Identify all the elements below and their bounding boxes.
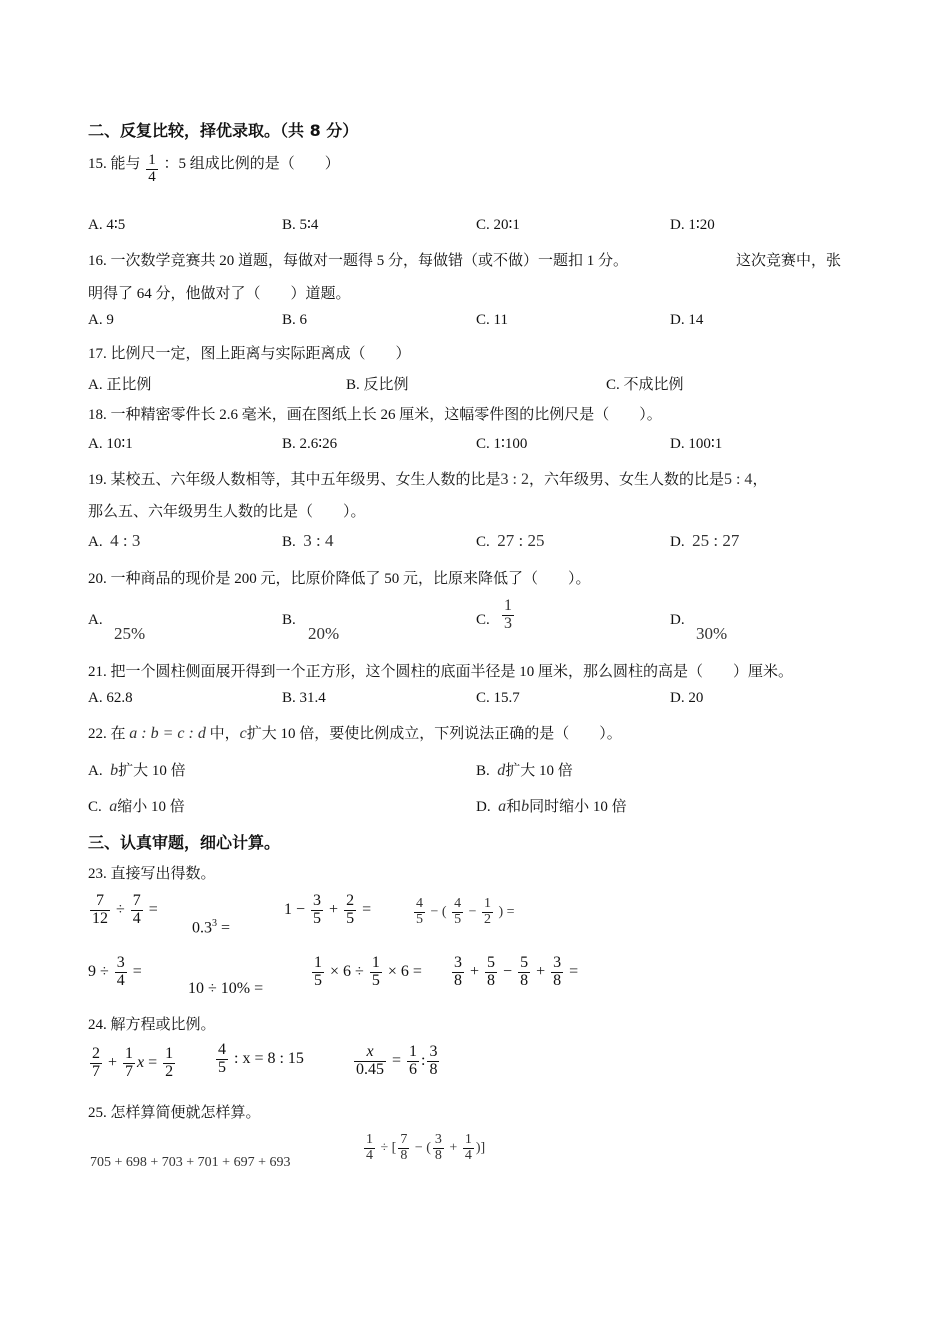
q24-e1-d3: 2 [165,1062,174,1080]
q25-expr-1: 705 + 698 + 703 + 701 + 697 + 693 [90,1155,291,1170]
q25-e2-frac4 [463,1133,474,1163]
q15-option-c[interactable]: C. 20∶1 [476,217,520,233]
q23-e3-d1: 5 [313,909,322,927]
q21-option-b[interactable]: B. 31.4 [282,690,326,706]
q23-expr-1 [88,893,158,928]
q25-e2-frac1 [364,1133,375,1163]
q23-e5-d1: 4 [116,971,125,989]
q23-e8-frac4 [551,955,563,990]
q19-option-d[interactable] [670,531,739,551]
q24-expr-1 [88,1046,177,1081]
q21-option-d[interactable]: D. 20 [670,690,704,706]
q23-e4-op1: − ( [430,904,447,920]
q16-line2: 明得了 64 分，他做对了（ ）道题。 [88,286,351,302]
q22-d-and: 和 [506,799,522,815]
q25-e2-op1: ÷ [ [380,1140,397,1156]
q23-e1-frac1 [90,893,110,928]
q20-option-d-label[interactable]: D. [670,612,685,628]
q24-e3-frac3 [427,1044,439,1079]
q22-b-text: 扩大 10 倍 [505,763,573,779]
q23-e7-frac1 [312,955,324,990]
q23-e4-n1: 4 [416,896,423,911]
q17-option-a[interactable]: A. 正比例 [88,377,152,393]
q25-e2-n1: 1 [366,1132,373,1147]
q20-option-d-value: 30% [696,624,728,643]
q22-d-text: 同时缩小 10 倍 [529,799,627,815]
q24-e1-frac3 [163,1046,175,1081]
q23-e2-base: 0.3 [192,919,212,937]
q24-e2-frac1 [216,1042,228,1077]
q23-expr-2 [192,918,230,937]
q24-expr-3 [352,1044,441,1079]
q24-e3-colon: : [421,1051,426,1069]
q23-e1-n1: 7 [96,892,104,909]
q24-e3-d3: 8 [429,1060,438,1078]
q20-c-den: 3 [504,614,512,632]
q18-option-a[interactable]: A. 10∶1 [88,436,133,452]
q24-e3-frac1 [354,1044,386,1079]
q23-e8-n2: 5 [487,954,496,971]
q24-e1-op: + [108,1053,118,1071]
q19-option-b[interactable] [282,531,334,551]
q23-e8-d2: 8 [487,971,496,989]
section-three-heading: 三、认真审题，细心计算。 [88,833,281,852]
q15-post: ：5 组成比例的是（ ） [163,156,340,172]
q23-e4-d3: 2 [483,911,491,927]
q22-option-c[interactable] [88,795,185,816]
q20-c-fraction [502,598,514,633]
q22-c-label: C. [88,799,102,815]
q17-option-b[interactable]: B. 反比例 [346,377,409,393]
q23-e7-frac2 [370,955,382,990]
q23-e4-n2: 4 [454,896,462,911]
q20-option-c-label[interactable]: C. [476,612,490,628]
q23-e8-op2: − [503,962,513,980]
q23-e1-d2: 4 [132,909,141,927]
q25-e2-op3: + [449,1140,458,1156]
q24-e3-eq: = [392,1051,402,1069]
q24-e3-n3: 3 [429,1043,438,1060]
q23-e1-eq: = [148,900,158,918]
q19-line1c: ， [752,472,768,488]
q22-option-b[interactable] [476,759,573,780]
q19-b-label: B. [282,534,296,550]
q25-e2-end: )] [475,1140,486,1156]
q15-pre: 能与 [110,156,141,172]
q24-e3-n1: x [366,1043,374,1060]
q23-e3-n1: 3 [313,892,322,909]
q23-e4-frac3 [482,897,493,927]
q19-a-value: 4 : 3 [110,531,141,550]
q23-expr-7 [310,955,422,990]
q16-line1: 16. 一次数学竞赛共 20 道题，每做对一题得 5 分，每做错（或不做）一题扣 1 分。 [88,253,629,269]
q23-e8-d4: 8 [553,971,562,989]
q23-e2-eq: = [221,919,231,937]
q19-ratio1: 3 : 2 [500,471,529,488]
q19-a-label: A. [88,534,103,550]
q23-e4-op2: − [468,904,477,920]
q23-e4-d1: 5 [416,911,423,927]
q18-option-c[interactable]: C. 1∶100 [476,436,528,452]
q24-e1-d2: 7 [125,1062,134,1080]
q17-text: 17. 比例尺一定，图上距离与实际距离成（ ） [88,346,411,362]
q24-e1-n2: 1 [125,1045,134,1062]
q23-e7-n2: 1 [371,954,380,971]
q24-e1-d1: 7 [92,1062,100,1080]
q24-e3-d2: 6 [409,1060,418,1078]
q24-e1-frac1 [90,1046,102,1081]
q19-b-value: 3 : 4 [303,531,334,550]
q24-e1-eq: = [148,1053,158,1071]
q24-e1-n3: 1 [165,1045,174,1062]
q25-e2-d3: 8 [434,1147,442,1163]
q24-e2-d1: 5 [218,1058,226,1076]
q23-e3-op: + [329,900,339,918]
q25-expr-2 [362,1133,485,1163]
q15-option-d[interactable]: D. 1∶20 [670,217,715,233]
q22-b-label: B. [476,763,490,779]
q23-e3-frac2 [344,893,356,928]
q23-e8-op1: + [470,962,480,980]
q22-c-var: a [109,798,118,815]
q22-d-var2: b [521,798,530,815]
q22-option-a[interactable] [88,759,186,780]
q20-option-b-value: 20% [308,624,340,643]
q19-line1a: 19. 某校五、六年级人数相等，其中五年级男、女生人数的比是 [88,472,501,488]
q19-ratio2: 5 : 4 [723,471,753,488]
q23-e4-frac2 [452,897,463,927]
q16-option-b[interactable]: B. 6 [282,312,308,328]
q20-option-b-label[interactable]: B. [282,612,296,628]
q19-line1b: ，六年级男、女生人数的比是 [528,472,724,488]
q22-option-d[interactable] [476,795,627,816]
q23-text: 23. 直接写出得数。 [88,866,216,882]
q25-e2-frac2 [398,1133,409,1163]
q23-e7-d1: 5 [314,971,322,989]
q23-expr-3 [284,893,371,928]
q23-e3-n2: 2 [346,892,355,909]
q17-option-c[interactable]: C. 不成比例 [606,377,684,393]
q22-var-c: c [239,725,247,742]
q19-line2: 那么五、六年级男生人数的比是（ ）。 [88,504,366,520]
q25-e2-n3: 3 [434,1132,442,1147]
q19-c-value: 27 : 25 [497,531,545,550]
q23-e8-d3: 8 [520,971,529,989]
q23-e5-n1: 3 [116,954,125,971]
q23-e4-n3: 1 [483,896,491,911]
q22-pre: 22. 在 [88,726,126,742]
q22-mid: 中， [209,726,240,742]
q22-a-text: 扩大 10 倍 [118,763,186,779]
q24-e3-d1: 0.45 [356,1060,384,1078]
q23-e7-op2: × 6 = [387,962,422,980]
q25-text: 25. 怎样算简便就怎样算。 [88,1105,261,1121]
q23-e4-d2: 5 [454,911,462,927]
q25-e2-n4: 1 [464,1132,472,1147]
q20-option-a-value: 25% [114,624,146,643]
q15-option-a[interactable]: A. 4∶5 [88,217,126,233]
q19-option-c[interactable] [476,531,545,551]
q21-text: 21. 把一个圆柱侧面展开得到一个正方形，这个圆柱的底面半径是 10 厘米，那么圆柱的高是（ ）厘米。 [88,664,794,680]
q25-e2-n2: 7 [400,1132,408,1147]
q16-option-d[interactable]: D. 14 [670,312,704,328]
q23-e7-op1: × 6 ÷ [330,962,364,980]
q16-option-a[interactable]: A. 9 [88,312,114,328]
q23-e4-end: ) = [498,904,515,920]
q23-e8-d1: 8 [454,971,462,989]
q23-expr-8 [450,955,578,990]
q15-number: 15. [88,156,107,172]
q19-d-value: 25 : 27 [692,531,740,550]
q19-line1 [88,468,767,489]
q23-e8-n3: 5 [520,954,529,971]
q24-e1-n1: 2 [92,1045,100,1062]
q20-option-a-label[interactable]: A. [88,612,103,628]
q23-e1-frac2 [131,893,143,928]
q23-e8-n1: 3 [454,954,462,971]
q23-e8-frac1 [452,955,464,990]
q23-e2-exp: 3 [212,918,217,929]
q18-option-d[interactable]: D. 100∶1 [670,436,723,452]
q20-text: 20. 一种商品的现价是 200 元，比原价降低了 50 元，比原来降低了（ ）。 [88,571,591,587]
q22-a-label: A. [88,763,103,779]
q23-e3-pre: 1 − [284,900,306,918]
q22-post: 扩大 10 倍，要使比例成立，下列说法正确的是（ ）。 [246,726,622,742]
q24-text: 24. 解方程或比例。 [88,1017,216,1033]
q15-fraction [146,153,158,186]
q23-e8-n4: 3 [553,954,562,971]
q23-e7-d2: 5 [371,971,380,989]
q23-e5-frac1 [115,955,127,990]
q24-e1-x: x [137,1053,145,1071]
q24-e3-frac2 [407,1044,419,1079]
q25-e2-op2: − ( [414,1140,431,1156]
q23-expr-6: 10 ÷ 10% = [188,980,264,997]
q23-e7-n1: 1 [314,954,322,971]
q23-e8-frac2 [485,955,497,990]
q23-e5-eq: = [132,962,142,980]
q21-option-c[interactable]: C. 15.7 [476,690,520,706]
section-two-heading: 二、反复比较，择优录取。（共 8 分） [88,121,359,140]
q23-e3-frac1 [311,893,323,928]
q19-c-label: C. [476,534,490,550]
q22-text [88,722,622,743]
q24-e2-n1: 4 [218,1041,226,1058]
q24-e3-n2: 1 [409,1043,418,1060]
q23-e1-op: ÷ [116,900,125,918]
q25-e2-d2: 8 [400,1147,408,1163]
q19-d-label: D. [670,534,685,550]
q23-e1-n2: 7 [132,892,141,909]
q24-expr-2 [214,1042,304,1077]
q22-c-text: 缩小 10 倍 [117,799,185,815]
q23-e4-frac1 [414,897,425,927]
q23-e5-pre: 9 ÷ [88,962,109,980]
q16-option-c[interactable]: C. 11 [476,312,508,328]
q23-e3-d2: 5 [346,909,355,927]
q18-text: 18. 一种精密零件长 2.6 毫米，画在图纸上长 26 厘米，这幅零件图的比例尺是（ ）。 [88,407,662,423]
q15-frac-num: 1 [148,152,156,168]
q22-d-var1: a [498,798,507,815]
q24-e2-rest: : x = 8 : 15 [234,1049,304,1067]
q23-e3-eq: = [362,900,372,918]
q20-c-num: 1 [504,597,512,614]
q22-a-var: b [110,762,119,779]
q23-e8-op3: + [536,962,546,980]
q24-e1-frac2 [123,1046,135,1081]
q25-e2-d4: 4 [464,1147,472,1163]
q23-e1-d1: 12 [92,909,108,927]
q25-e2-d1: 4 [366,1147,373,1163]
q22-b-var: d [497,762,506,779]
q23-expr-4 [412,897,515,927]
q22-d-label: D. [476,799,491,815]
q23-expr-5 [88,955,142,990]
q23-e8-eq: = [569,962,579,980]
q23-e8-frac3 [518,955,530,990]
q18-option-b[interactable]: B. 2.6∶26 [282,436,338,452]
q25-e2-frac3 [433,1133,444,1163]
question-15 [88,152,340,186]
q15-frac-den: 4 [148,168,156,185]
q19-option-a[interactable] [88,531,140,551]
q16-line1b: 这次竞赛中，张 [736,253,842,269]
q15-option-b[interactable]: B. 5∶4 [282,217,319,233]
q22-expr: a : b = c : d [129,725,206,742]
q21-option-a[interactable]: A. 62.8 [88,690,133,706]
q20-option-c-value [500,598,516,633]
